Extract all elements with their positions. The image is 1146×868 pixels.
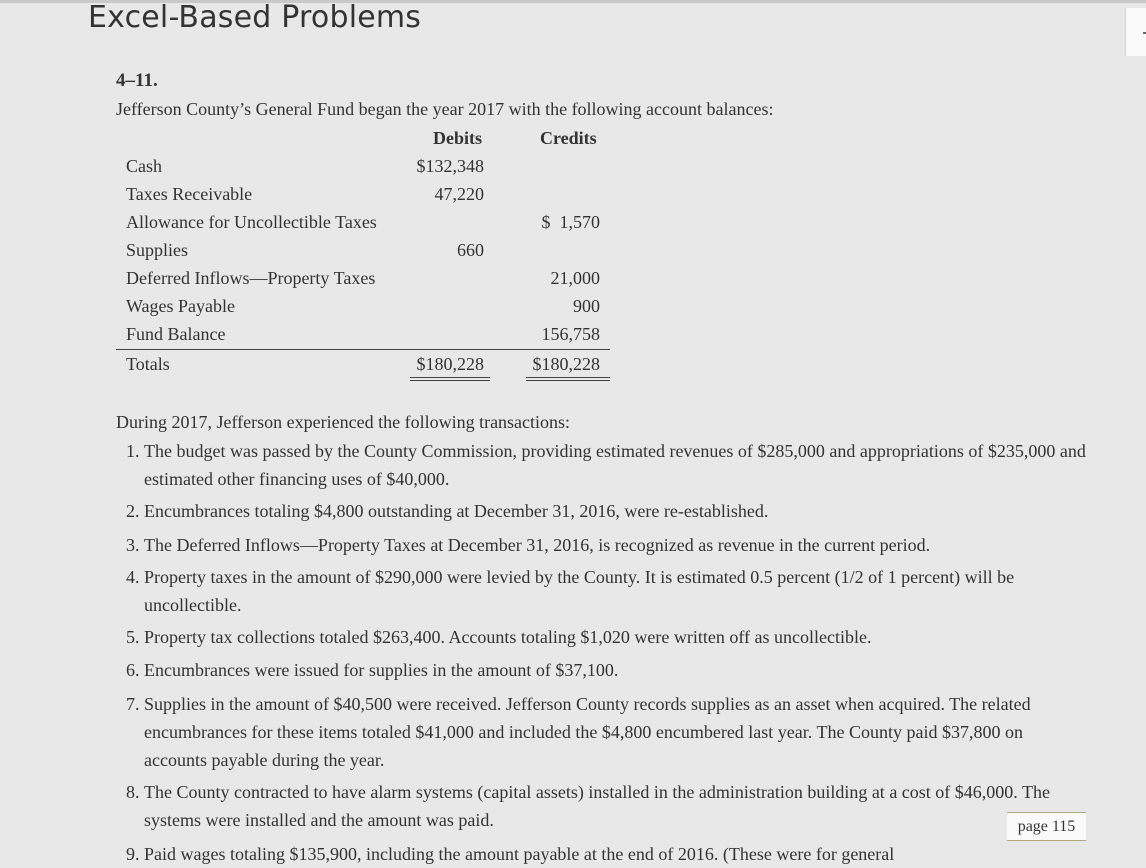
transaction-item [126, 840, 1086, 868]
account-name: Supplies [126, 240, 189, 260]
section-title: Excel-Based Problems [88, 0, 422, 35]
page-number-marker: page 115 [1007, 812, 1086, 841]
side-panel-tab[interactable] [1125, 8, 1146, 56]
transaction-number: 6. [126, 660, 140, 680]
transaction-number: 8. [126, 782, 140, 802]
transaction-number: 9. [126, 844, 140, 864]
transaction-item [126, 531, 1086, 559]
transaction-item [126, 623, 1086, 651]
transaction-item [126, 656, 1086, 684]
transaction-number: 4. [126, 567, 140, 587]
transaction-number: 2. [126, 501, 140, 521]
transaction-text: Property tax collections totaled $263,400. Accounts totaling $1,020 were written off as uncollectible. [144, 627, 872, 647]
totals-label: Totals [126, 354, 170, 374]
transaction-item [126, 497, 1086, 525]
debit-amount: 660 [457, 240, 484, 260]
transaction-text: The budget was passed by the County Commission, providing estimated revenues of $285,000 and appropriations of $235,000 and estimated other financing uses of $40,000. [144, 441, 1086, 489]
debit-total: $180,228 [416, 354, 484, 374]
account-name: Cash [126, 156, 162, 176]
debit-double-rule [410, 380, 490, 381]
debit-double-rule [410, 377, 490, 378]
credit-amount: 156,758 [541, 324, 600, 344]
credit-amount: 21,000 [550, 268, 600, 288]
transaction-number: 7. [126, 694, 140, 714]
transaction-text: Encumbrances totaling $4,800 outstanding at December 31, 2016, were re-established. [144, 501, 769, 521]
credit-double-rule [526, 380, 610, 381]
transaction-item [126, 690, 1086, 774]
transaction-number: 3. [126, 535, 140, 555]
transaction-number: 5. [126, 627, 140, 647]
account-name: Allowance for Uncollectible Taxes [126, 212, 377, 232]
transaction-text: Supplies in the amount of $40,500 were received. Jefferson County records supplies as an asset when acquired. The related encumbrances for these items totaled $41,000 and included the $4,800 encumbered last year. The County paid $37,800 on accounts payable during the year. [144, 694, 1031, 770]
transaction-text: Paid wages totaling $135,900, including the amount payable at the end of 2016. (These were for general [144, 844, 895, 864]
transaction-text: The Deferred Inflows—Property Taxes at December 31, 2016, is recognized as revenue in the current period. [144, 535, 931, 555]
credit-amount: $ 1,570 [541, 212, 600, 232]
account-name: Deferred Inflows—Property Taxes [126, 268, 376, 288]
problem-number: 4–11. [116, 70, 158, 91]
problem-intro: Jefferson County’s General Fund began the year 2017 with the following account balances: [116, 99, 774, 119]
debit-amount: $132,348 [416, 156, 484, 176]
transaction-text: The County contracted to have alarm systems (capital assets) installed in the administration building at a cost of $46,000. The systems were installed and the amount was paid. [144, 782, 1050, 830]
debit-amount: 47,220 [434, 184, 484, 204]
transaction-text: Property taxes in the amount of $290,000 were levied by the County. It is estimated 0.5 percent (1/2 of 1 percent) will be uncollectible. [144, 567, 1015, 615]
debits-header: Debits [433, 128, 482, 148]
transactions-intro: During 2017, Jefferson experienced the following transactions: [116, 412, 571, 432]
transaction-text: Encumbrances were issued for supplies in the amount of $37,100. [144, 660, 619, 680]
credits-header: Credits [540, 128, 597, 148]
account-name: Wages Payable [126, 296, 236, 316]
transaction-number: 1. [126, 441, 140, 461]
transaction-item [126, 778, 1066, 834]
credit-total: $180,228 [532, 354, 600, 374]
account-name: Taxes Receivable [126, 184, 253, 204]
credit-amount: 900 [573, 296, 600, 316]
transaction-item [126, 563, 1086, 619]
total-rule [116, 349, 610, 350]
credit-double-rule [526, 377, 610, 378]
transaction-item [126, 437, 1086, 493]
account-name: Fund Balance [126, 324, 226, 344]
